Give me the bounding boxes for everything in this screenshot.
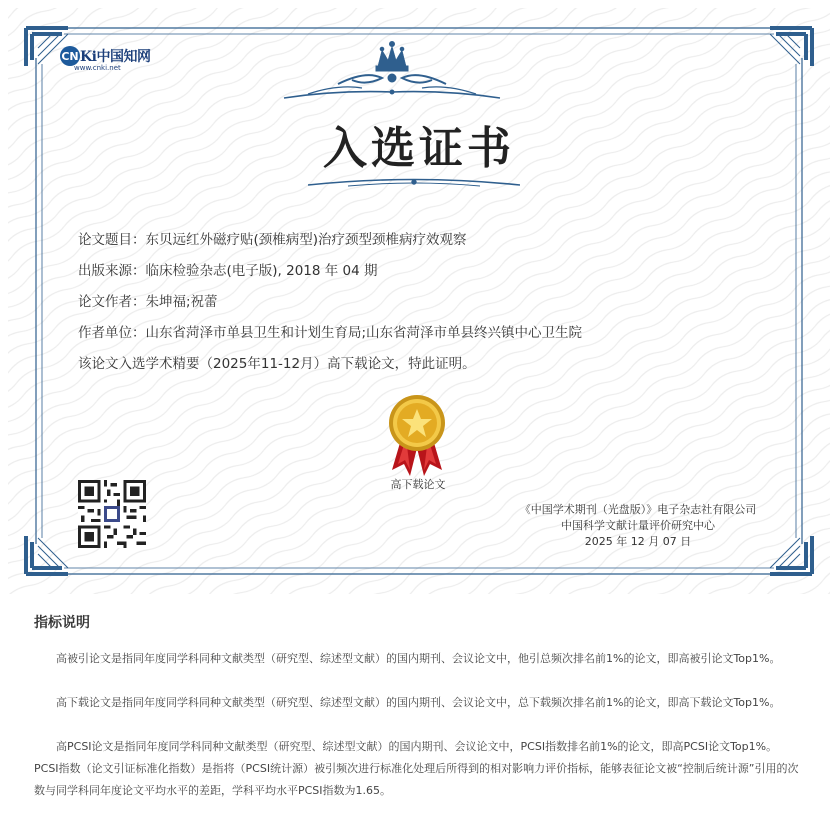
title-divider-ornament — [308, 176, 520, 190]
issue-date: 2025 年 12 月 07 日 — [584, 535, 692, 548]
info-row-affiliation — [78, 321, 798, 352]
info-value: 东贝远红外磁疗贴(颈椎病型)治疗颈型颈椎病疗效观察 — [145, 232, 467, 248]
gold-medal-icon — [386, 392, 448, 476]
info-row-title — [78, 228, 798, 259]
crown-ornament-icon — [278, 40, 506, 102]
notes-title: 指标说明 — [34, 615, 90, 631]
info-row-source — [78, 259, 798, 290]
info-label: 论文作者： — [78, 294, 146, 310]
cnki-logo-url: www.cnki.net — [74, 64, 121, 72]
cnki-logo-name: Ki中国知网 — [80, 49, 151, 65]
certificate — [8, 8, 830, 594]
cnki-logo-badge: CN — [60, 46, 80, 66]
info-row-authors — [78, 290, 798, 321]
cnki-logo — [60, 44, 150, 74]
certificate-title: 入选证书 — [323, 123, 515, 174]
note-pcsi-definition: PCSI指数（论文引证标准化指数）是指将（PCSI统计源）被引频次进行标准化处理后所得到的相对影响力评价指标，能够表征论文被“控制后统计源”引用的次数与同学科同年度论文平均水平的差距，学科平均水平PCSI指数为1.65。 — [34, 762, 799, 797]
certificate-info — [78, 228, 798, 383]
issuer-block — [488, 502, 788, 550]
info-label: 出版来源： — [78, 263, 146, 279]
info-value: 朱坤福;祝蕾 — [145, 294, 218, 310]
note-high-download: 高下载论文是指同年度同学科同种文献类型（研究型、综述型文献）的国内期刊、会议论文中，总下载频次排名前1%的论文，即高下载论文Top1%。 — [56, 696, 781, 709]
info-label: 作者单位： — [78, 325, 146, 341]
note-high-cited: 高被引论文是指同年度同学科同种文献类型（研究型、综述型文献）的国内期刊、会议论文中，他引总频次排名前1%的论文，即高被引论文Top1%。 — [56, 652, 781, 665]
info-value: 临床检验杂志(电子版), 2018 年 04 期 — [145, 263, 378, 279]
indicator-notes — [34, 612, 804, 802]
issuer-center: 中国科学文献计量评价研究中心 — [561, 519, 715, 532]
medal-label: 高下载论文 — [390, 478, 446, 491]
note-high-pcsi: 高PCSI论文是指同年度同学科同种文献类型（研究型、综述型文献）的国内期刊、会议论文中，PCSI指数排名前1%的论文，即高PCSI论文Top1%。 — [56, 740, 778, 753]
certificate-statement: 该论文入选学术精要（2025年11-12月）高下载论文，特此证明。 — [78, 356, 476, 372]
qr-code[interactable] — [78, 480, 146, 548]
info-label: 论文题目： — [78, 232, 146, 248]
info-value: 山东省菏泽市单县卫生和计划生育局;山东省菏泽市单县终兴镇中心卫生院 — [145, 325, 583, 341]
issuer-publisher: 《中国学术期刊（光盘版）》电子杂志社有限公司 — [519, 503, 757, 516]
